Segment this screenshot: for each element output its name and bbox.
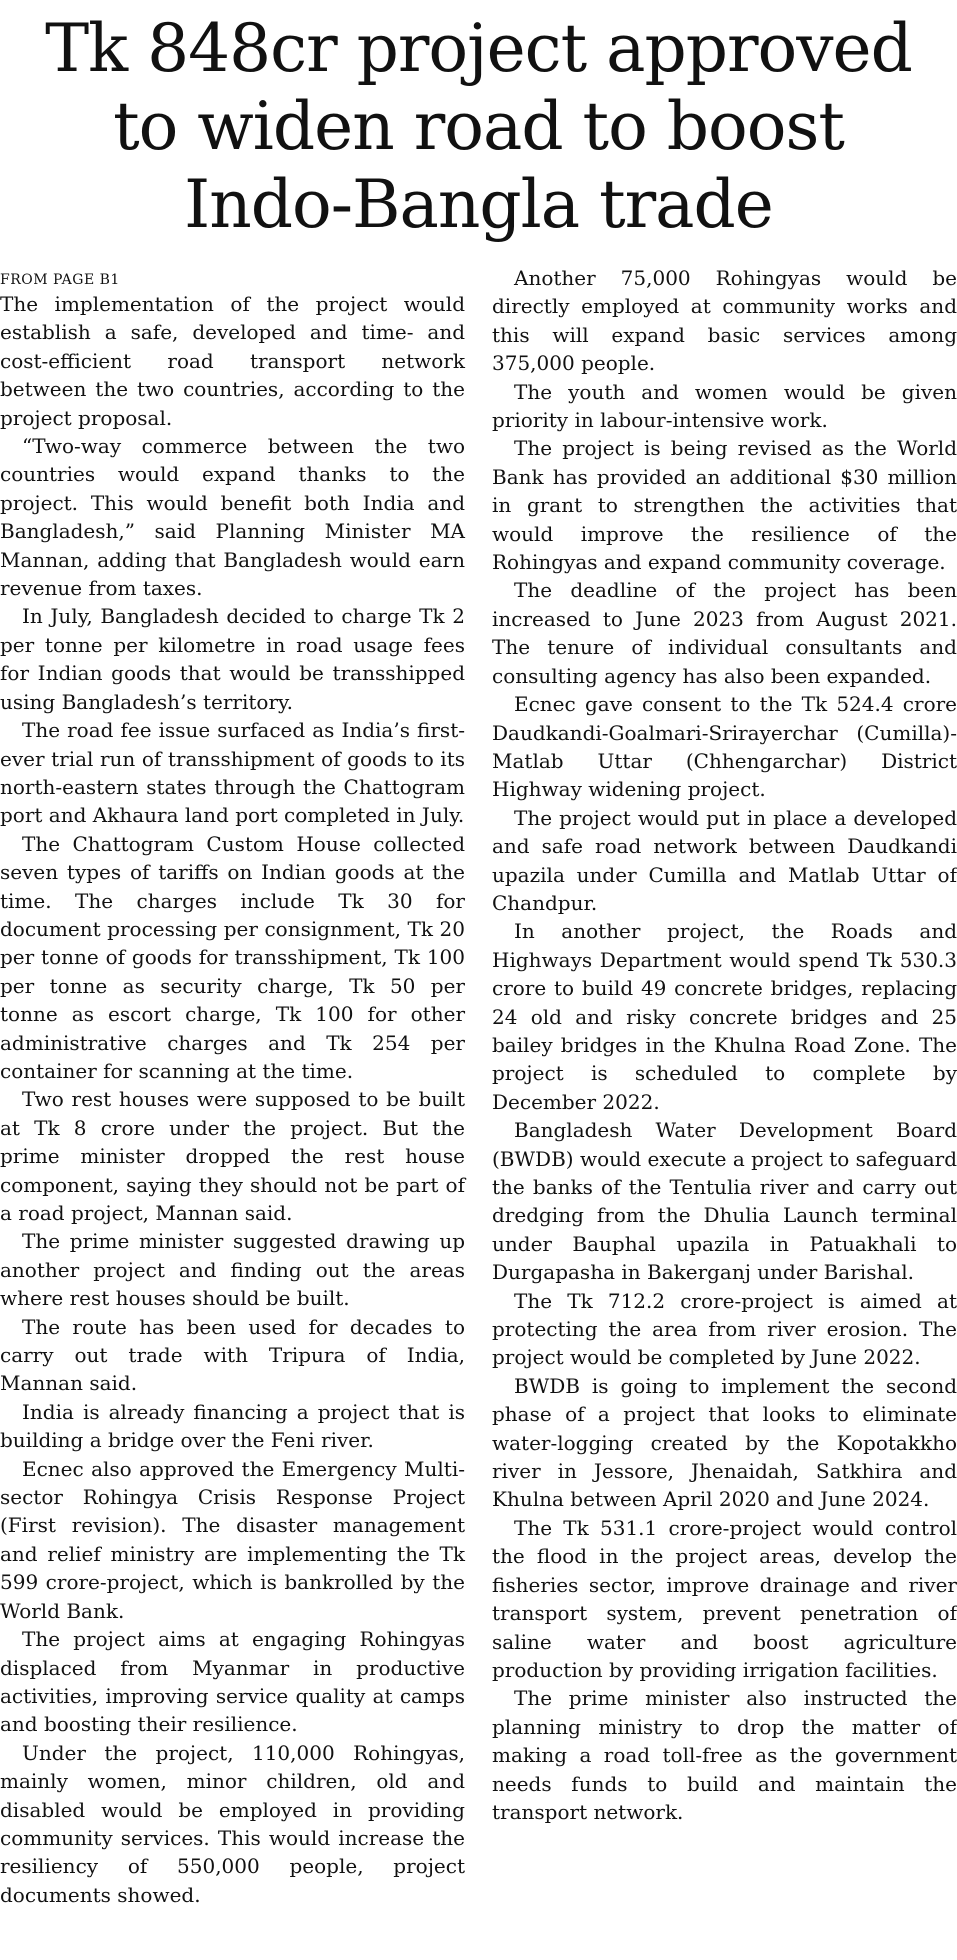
paragraph: Under the project, 110,000 Rohingyas, mainly women, minor children, old and disabled would be employed in providing community services. This would increase the resiliency of 550,000 people, project documents showed. <box>0 1740 465 1907</box>
paragraph: The youth and women would be given priority in labour-intensive work. <box>492 379 957 433</box>
paragraph: The route has been used for decades to carry out trade with Tripura of India, Mannan said. <box>0 1314 465 1396</box>
paragraph: Ecnec gave consent to the Tk 524.4 crore Daudkandi-Goalmari-Srirayerchar (Cumilla)-Matlab Uttar (Chhengarchar) District Highway widening project. <box>492 692 957 802</box>
paragraph: The deadline of the project has been increased to June 2023 from August 2021. The tenure of individual consultants and consulting agency has also been expanded. <box>492 578 957 688</box>
paragraph: Bangladesh Water Development Board (BWDB) would execute a project to safeguard the banks of the Tentulia river and carry out dredging from the Dhulia Launch terminal under Bauphal upazila in Patuakhali to Durgapasha in Bakerganj under Barishal. <box>492 1118 957 1285</box>
headline-line-1: Tk 848cr project approved <box>45 10 912 87</box>
paragraph: In July, Bangladesh decided to charge Tk 2 per tonne per kilometre in road usage fees for Indian goods that would be transshipped using Bangladesh’s territory. <box>0 604 465 714</box>
headline-line-3: Indo-Bangla trade <box>184 166 773 243</box>
paragraph: Another 75,000 Rohingyas would be directly employed at community works and this will expand basic services among 375,000 people. <box>492 266 957 376</box>
paragraph: The implementation of the project would establish a safe, developed and time- and cost-efficient road transport network between the two countries, according to the project proposal. <box>0 292 465 430</box>
article-column-right <box>492 264 957 1826</box>
paragraph: The prime minister also instructed the planning ministry to drop the matter of making a road toll-free as the government needs funds to build and maintain the transport network. <box>492 1686 957 1824</box>
paragraph: The Tk 712.2 crore-project is aimed at protecting the area from river erosion. The project would be completed by June 2022. <box>492 1288 957 1370</box>
dateline: FROM PAGE B1 <box>0 272 120 288</box>
paragraph: BWDB is going to implement the second phase of a project that looks to eliminate water-logging created by the Kopotakkho river in Jessore, Jhenaidah, Satkhira and Khulna between April 2020 and June 2024. <box>492 1373 957 1512</box>
paragraph: The Chattogram Custom House collected seven types of tariffs on Indian goods at the time. The charges include Tk 30 for document processing per consignment, Tk 20 per tonne of goods for transshipment, Tk 100 per tonne as security charge, Tk 50 per tonne as escort charge, Tk 100 for other administrative charges and Tk 254 per container for scanning at the time. <box>0 831 465 1083</box>
article-column-left <box>0 268 465 1909</box>
paragraph: The project would put in place a developed and safe road network between Daudkandi upazila under Cumilla and Matlab Uttar of Chandpur. <box>492 805 957 915</box>
paragraph: “Two-way commerce between the two countries would expand thanks to the project. This would benefit both India and Bangladesh,” said Planning Minister MA Mannan, adding that Bangladesh would earn revenue from taxes. <box>0 434 465 601</box>
paragraph: The project aims at engaging Rohingyas displaced from Myanmar in productive activities, improving service quality at camps and boosting their resilience. <box>0 1627 465 1737</box>
paragraph: Ecnec also approved the Emergency Multi-sector Rohingya Crisis Response Project (First revision). The disaster management and relief ministry are implementing the Tk 599 crore-project, which is bankrolled by the World Bank. <box>0 1456 465 1623</box>
paragraph: The road fee issue surfaced as India’s first-ever trial run of transshipment of goods to its north-eastern states through the Chattogram port and Akhaura land port completed in July. <box>0 718 465 828</box>
headline <box>0 10 957 244</box>
paragraph: The Tk 531.1 crore-project would control the flood in the project areas, develop the fisheries sector, improve drainage and river transport system, prevent penetration of saline water and boost agriculture production by providing irrigation facilities. <box>492 1515 957 1682</box>
paragraph: India is already financing a project that is building a bridge over the Feni river. <box>0 1399 465 1453</box>
paragraph: The project is being revised as the World Bank has provided an additional $30 million in grant to strengthen the activities that would improve the resilience of the Rohingyas and expand community coverage. <box>492 436 957 575</box>
paragraph: The prime minister suggested drawing up another project and finding out the areas where rest houses should be built. <box>0 1229 465 1311</box>
headline-line-2: to widen road to boost <box>113 88 844 165</box>
paragraph: In another project, the Roads and Highways Department would spend Tk 530.3 crore to build 49 concrete bridges, replacing 24 old and risky concrete bridges and 25 bailey bridges in the Khulna Road Zone. The project is scheduled to complete by December 2022. <box>492 919 957 1114</box>
paragraph: Two rest houses were supposed to be built at Tk 8 crore under the project. But the prime minister dropped the rest house component, saying they should not be part of a road project, Mannan said. <box>0 1087 465 1225</box>
